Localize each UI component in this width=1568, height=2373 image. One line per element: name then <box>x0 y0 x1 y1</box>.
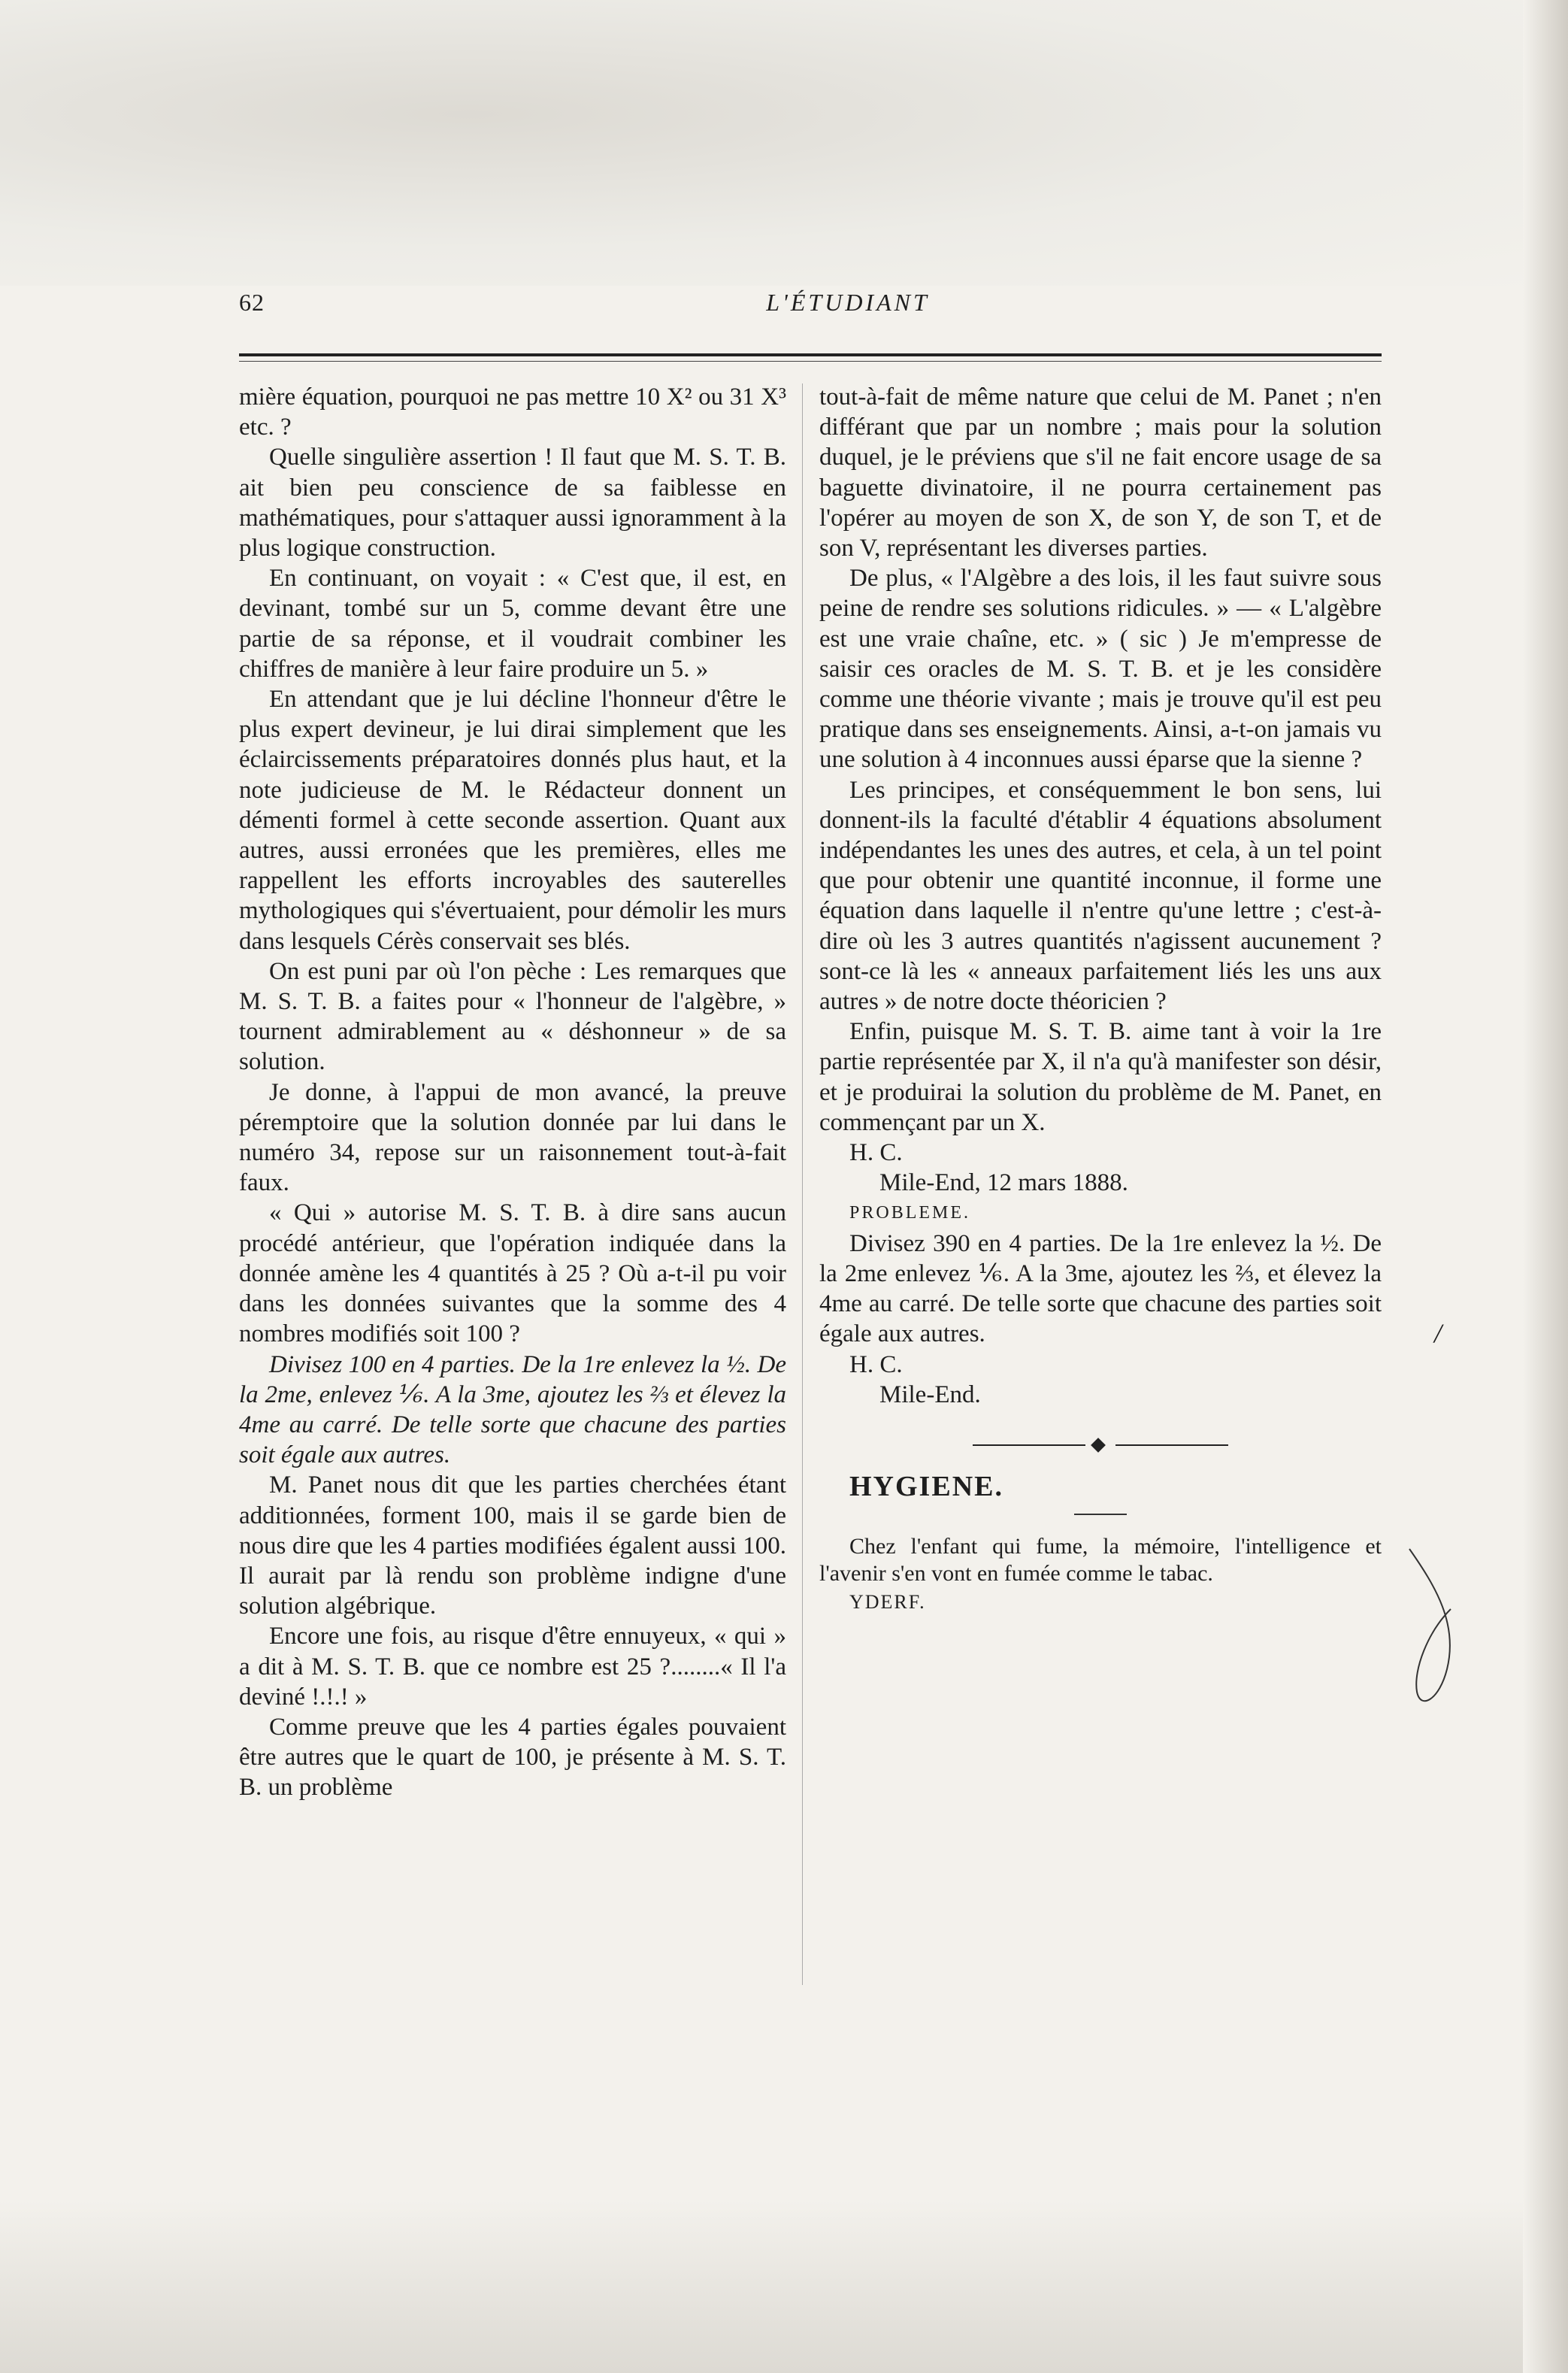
paragraph: Les principes, et conséquemment le bon sens, lui donnent-ils la faculté d'établir 4 équations absolument indépendantes les unes des autres, et cela, à un tel point que pour obtenir une quantité inconnue, il forme une équation dans laquelle il n'entre qu'une lettre ; c'est-à-dire où les 3 autres quantités n'agissent aucunement ? sont-ce là les « anneaux parfaitement liés les uns aux autres » de notre docte théoricien ? <box>819 776 1382 1016</box>
section-heading-hygiene: HYGIENE. <box>849 1470 1003 1502</box>
paragraph: Je donne, à l'appui de mon avancé, la preuve péremptoire que la solution donnée par lui dans le numéro 34, repose sur un raisonnement tout-à-fait faux. <box>239 1078 786 1197</box>
ornament-divider <box>973 1440 1228 1450</box>
paragraph: Comme preuve que les 4 parties égales pouvaient être autres que le quart de 100, je présente à M. S. T. B. un problème <box>239 1713 786 1802</box>
place-date: Mile-End, 12 mars 1888. <box>879 1169 1128 1197</box>
running-title: L'ÉTUDIANT <box>766 289 930 316</box>
page-shadow-right <box>1523 0 1568 2373</box>
column-divider <box>802 383 803 1985</box>
signature: H. C. <box>849 1350 903 1378</box>
page-header <box>239 289 1382 334</box>
section-heading-probleme: PROBLEME. <box>849 1203 971 1223</box>
paragraph: tout-à-fait de même nature que celui de M. Panet ; n'en différant que par un nombre ; mais pour la solution duquel, je le préviens que s'il ne fait encore usage de sa baguette divinatoire, il ne pourra certainement pas l'opérer au moyen de son X, de son Y, de son T, et de son V, représentant les diverses parties. <box>819 383 1382 562</box>
paragraph: Quelle singulière assertion ! Il faut que M. S. T. B. ait bien peu conscience de sa faiblesse en mathématiques, pour s'attaquer aussi ignoramment à la plus logique construction. <box>239 444 786 562</box>
margin-mark-tick: / <box>1434 1318 1442 1348</box>
paragraph: De plus, « l'Algèbre a des lois, il les faut suivre sous peine de rendre ses solutions ridicules. » — « L'algèbre est une vraie chaîne, etc. » ( sic ) Je m'empresse de saisir ces oracles de M. S. T. B. et je les considère comme une théorie vivante ; mais je trouve qu'il est peu pratique dans ses enseignements. Ainsi, a-t-on jamais vu une solution à 4 inconnues aussi éparse que la sienne ? <box>819 565 1382 774</box>
short-rule <box>1074 1514 1127 1515</box>
signature: YDERF. <box>849 1591 926 1614</box>
paragraph: Divisez 390 en 4 parties. De la 1re enlevez la ½. De la 2me enlevez ⅙. A la 3me, ajoutez les ⅔, et élevez la 4me au carré. De telle sorte que chacune des parties soit égale aux autres. <box>819 1229 1382 1348</box>
paragraph: En attendant que je lui décline l'honneur d'être le plus expert devineur, je lui dirai simplement que les éclaircissements préparatoires donnés plus haut, et la note judicieuse de M. le Rédacteur donnent un démenti formel à cette seconde assertion. Quant aux autres, aussi erronées que les premières, elles me rappellent les efforts incroyables des sauterelles mythologiques qui s'évertuaient, pour démolir les murs dans lesquels Cérès conservait ses blés. <box>239 686 786 955</box>
paragraph: Enfin, puisque M. S. T. B. aime tant à voir la 1re partie représentée par X, il n'a qu'à manifester son désir, et je produirai la solution du problème de M. Panet, en commençant par un X. <box>819 1018 1382 1136</box>
paragraph: M. Panet nous dit que les parties cherchées étant additionnées, forment 100, mais il se garde bien de nous dire que les 4 parties modifiées égalent aussi 100. Il aurait par là rendu son problème indigne d'une solution algébrique. <box>239 1471 786 1620</box>
paragraph: En continuant, on voyait : « C'est que, il est, en devinant, tombé sur un 5, comme devant être une partie de sa réponse, et il voudrait combiner les chiffres de manière à leur faire produire un 5. » <box>239 565 786 683</box>
paragraph: mière équation, pourquoi ne pas mettre 10 X² ou 31 X³ etc. ? <box>239 383 786 441</box>
right-column <box>819 382 1382 1617</box>
left-column <box>239 382 786 1803</box>
signature: H. C. <box>849 1139 903 1167</box>
margin-scribble-icon <box>1406 1541 1466 1714</box>
header-rule <box>239 353 1382 356</box>
paragraph: « Qui » autorise M. S. T. B. à dire sans aucun procédé antérieur, que l'opération indiquée dans la donnée amène les 4 quantités à 25 ? Où a-t-il pu voir dans les données suivantes que la somme des 4 nombres modifiés soit 100 ? <box>239 1199 786 1348</box>
page-number: 62 <box>239 289 265 316</box>
quoted-problem: Divisez 100 en 4 parties. De la 1re enlevez la ½. De la 2me, enlevez ⅙. A la 3me, ajoutez les ⅔ et élevez la 4me au carré. De telle sorte que chacune des parties soit égale aux autres. <box>239 1350 786 1469</box>
header-rule-thin <box>239 361 1382 362</box>
paragraph: Encore une fois, au risque d'être ennuyeux, « qui » a dit à M. S. T. B. que ce nombre est 25 ?........« Il l'a deviné !.!.! » <box>239 1623 786 1711</box>
paragraph: On est puni par où l'on pèche : Les remarques que M. S. T. B. a faites pour « l'honneur de l'algèbre, » tournent admirablement au « déshonneur » de sa solution. <box>239 957 786 1076</box>
place-line: Mile-End. <box>879 1380 981 1408</box>
page-shadow-bottom <box>0 2200 1568 2373</box>
paragraph: Chez l'enfant qui fume, la mémoire, l'intelligence et l'avenir s'en vont en fumée comme le tabac. <box>819 1534 1382 1587</box>
page-shadow-top <box>0 0 1568 286</box>
